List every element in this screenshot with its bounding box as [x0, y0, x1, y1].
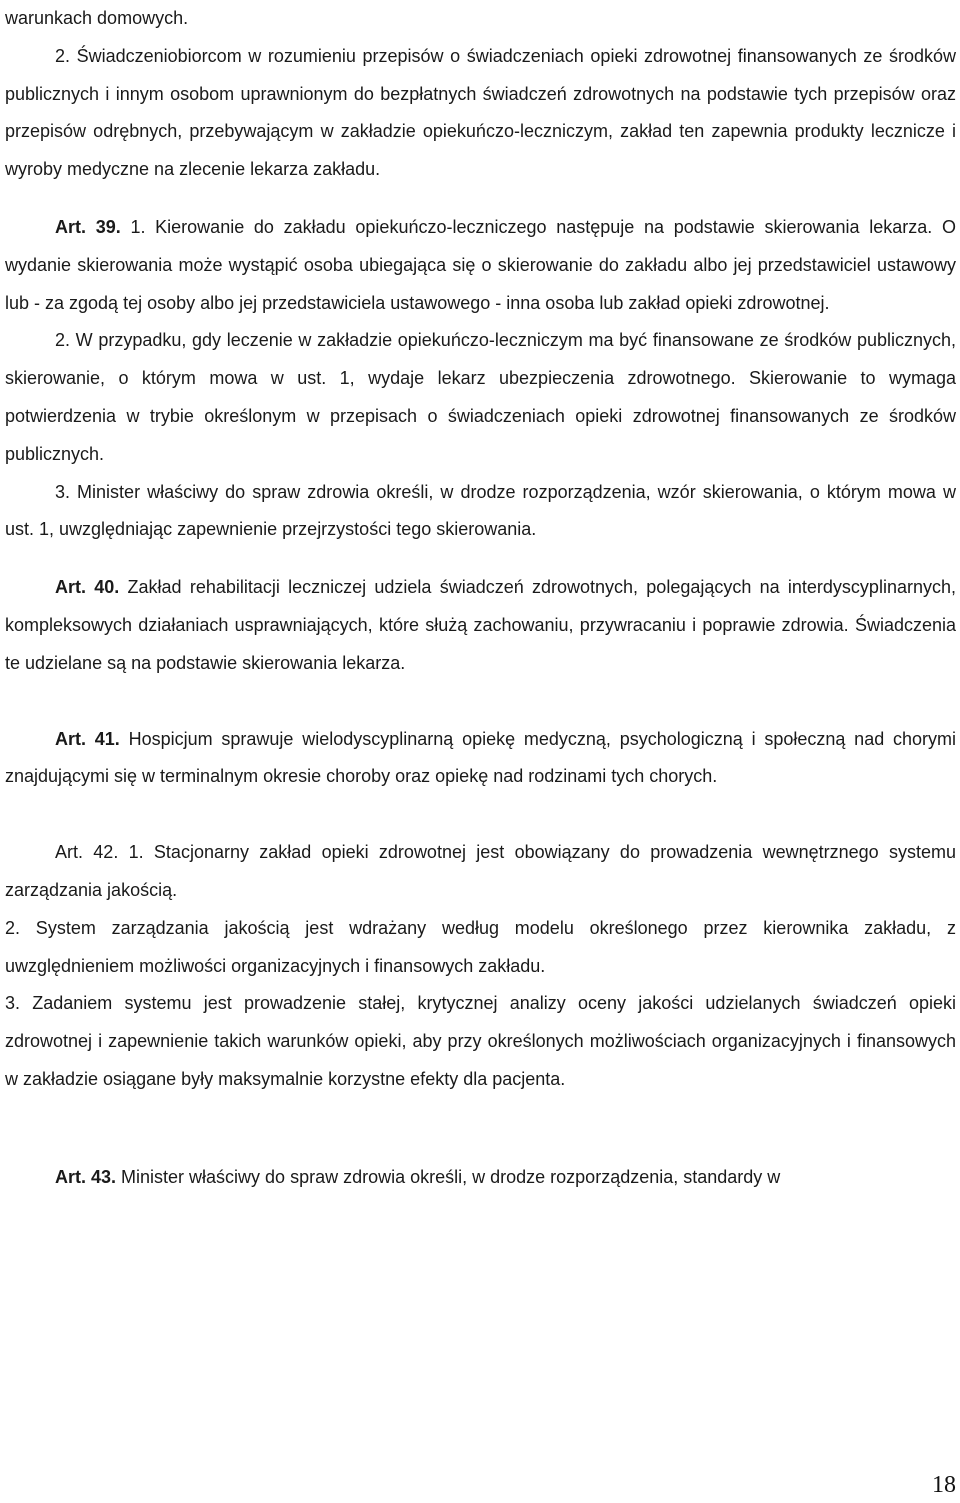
paragraph-text: 2. Świadczeniobiorcom w rozumieniu przepisów o świadczeniach opieki zdrowotnej finansowanych ze środków publicznych i innym osobom uprawnionym do bezpłatnych świadczeń zdrowotnych na podstawie tych przepisów oraz przepisów odrębnych, przebywającym w zakładzie opiekuńczo-leczniczym, zakład ten zapewnia produkty lecznicze i wyroby medyczne na zlecenie lekarza zakładu. — [5, 45, 956, 180]
paragraph-art41 — [5, 721, 956, 797]
paragraph-text: warunkach domowych. — [5, 8, 189, 28]
paragraph-text: Art. 42. 1. Stacjonarny zakład opieki zdrowotnej jest obowiązany do prowadzenia wewnętrznego systemu zarządzania jakością. — [5, 842, 956, 900]
page-number: 18 — [932, 1472, 956, 1498]
article-label: Art. 43. — [55, 1166, 117, 1187]
paragraph-art39-ust3 — [5, 474, 956, 550]
paragraph-text: 3. Zadaniem systemu jest prowadzenie stałej, krytycznej analizy oceny jakości udzielanych świadczeń opieki zdrowotnej i zapewnienie takich warunków opieki, aby przy określonych możliwościach organizacyjnych i finansowych w zakładzie osiągane były maksymalnie korzystne efekty dla pacjenta. — [5, 993, 956, 1089]
article-label: Art. 41. — [55, 728, 120, 749]
paragraph-text: 2. W przypadku, gdy leczenie w zakładzie opiekuńczo-leczniczym ma być finansowane ze środków publicznych, skierowanie, o którym mowa w ust. 1, wydaje lekarz ubezpieczenia zdrowotnego. Skierowanie to wymaga potwierdzenia w trybie określonym w przepisach o świadczeniach opieki zdrowotnej finansowanych ze środków publicznych. — [5, 330, 956, 464]
paragraph-continuation — [5, 0, 956, 38]
article-label: Art. 39. — [55, 216, 121, 237]
article-label: Art. 40. — [55, 577, 120, 598]
paragraph-art38-ust2 — [5, 38, 956, 189]
paragraph-art39-ust1 — [5, 209, 956, 322]
paragraph-text: Minister właściwy do spraw zdrowia określi, w drodze rozporządzenia, standardy w — [116, 1166, 781, 1187]
paragraph-text: Zakład rehabilitacji leczniczej udziela świadczeń zdrowotnych, polegających na interdyscyplinarnych, kompleksowych działaniach usprawniających, które służą zachowaniu, przywracaniu i poprawie zdrowia. Świadczenia te udzielane są na podstawie skierowania lekarza. — [5, 577, 956, 673]
document-page — [5, 0, 956, 1197]
paragraph-art43 — [5, 1159, 956, 1197]
paragraph-art42-ust1 — [5, 834, 956, 910]
paragraph-art42-ust2 — [5, 910, 956, 986]
paragraph-art42-ust3 — [5, 985, 956, 1098]
paragraph-text: 2. System zarządzania jakością jest wdrażany według modelu określonego przez kierownika zakładu, z uwzględnieniem możliwości organizacyjnych i finansowych zakładu. — [5, 917, 956, 976]
paragraph-text: 3. Minister właściwy do spraw zdrowia określi, w drodze rozporządzenia, wzór skierowania, o którym mowa w ust. 1, uwzględniając zapewnienie przejrzystości tego skierowania. — [5, 481, 956, 540]
paragraph-art40 — [5, 569, 956, 682]
paragraph-text: 1. Kierowanie do zakładu opiekuńczo-leczniczego następuje na podstawie skierowania lekarza. O wydanie skierowania może wystąpić osoba ubiegająca się o skierowanie do zakładu albo jej przedstawiciel ustawowy lub - za zgodą tej osoby albo jej przedstawiciela ustawowego - inna osoba lub zakład opieki zdrowotnej. — [5, 216, 956, 313]
paragraph-art39-ust2 — [5, 322, 956, 473]
paragraph-text: Hospicjum sprawuje wielodyscyplinarną opiekę medyczną, psychologiczną i społeczną nad chorymi znajdującymi się w terminalnym okresie choroby oraz opiekę nad rodzinami tych chorych. — [5, 728, 957, 787]
